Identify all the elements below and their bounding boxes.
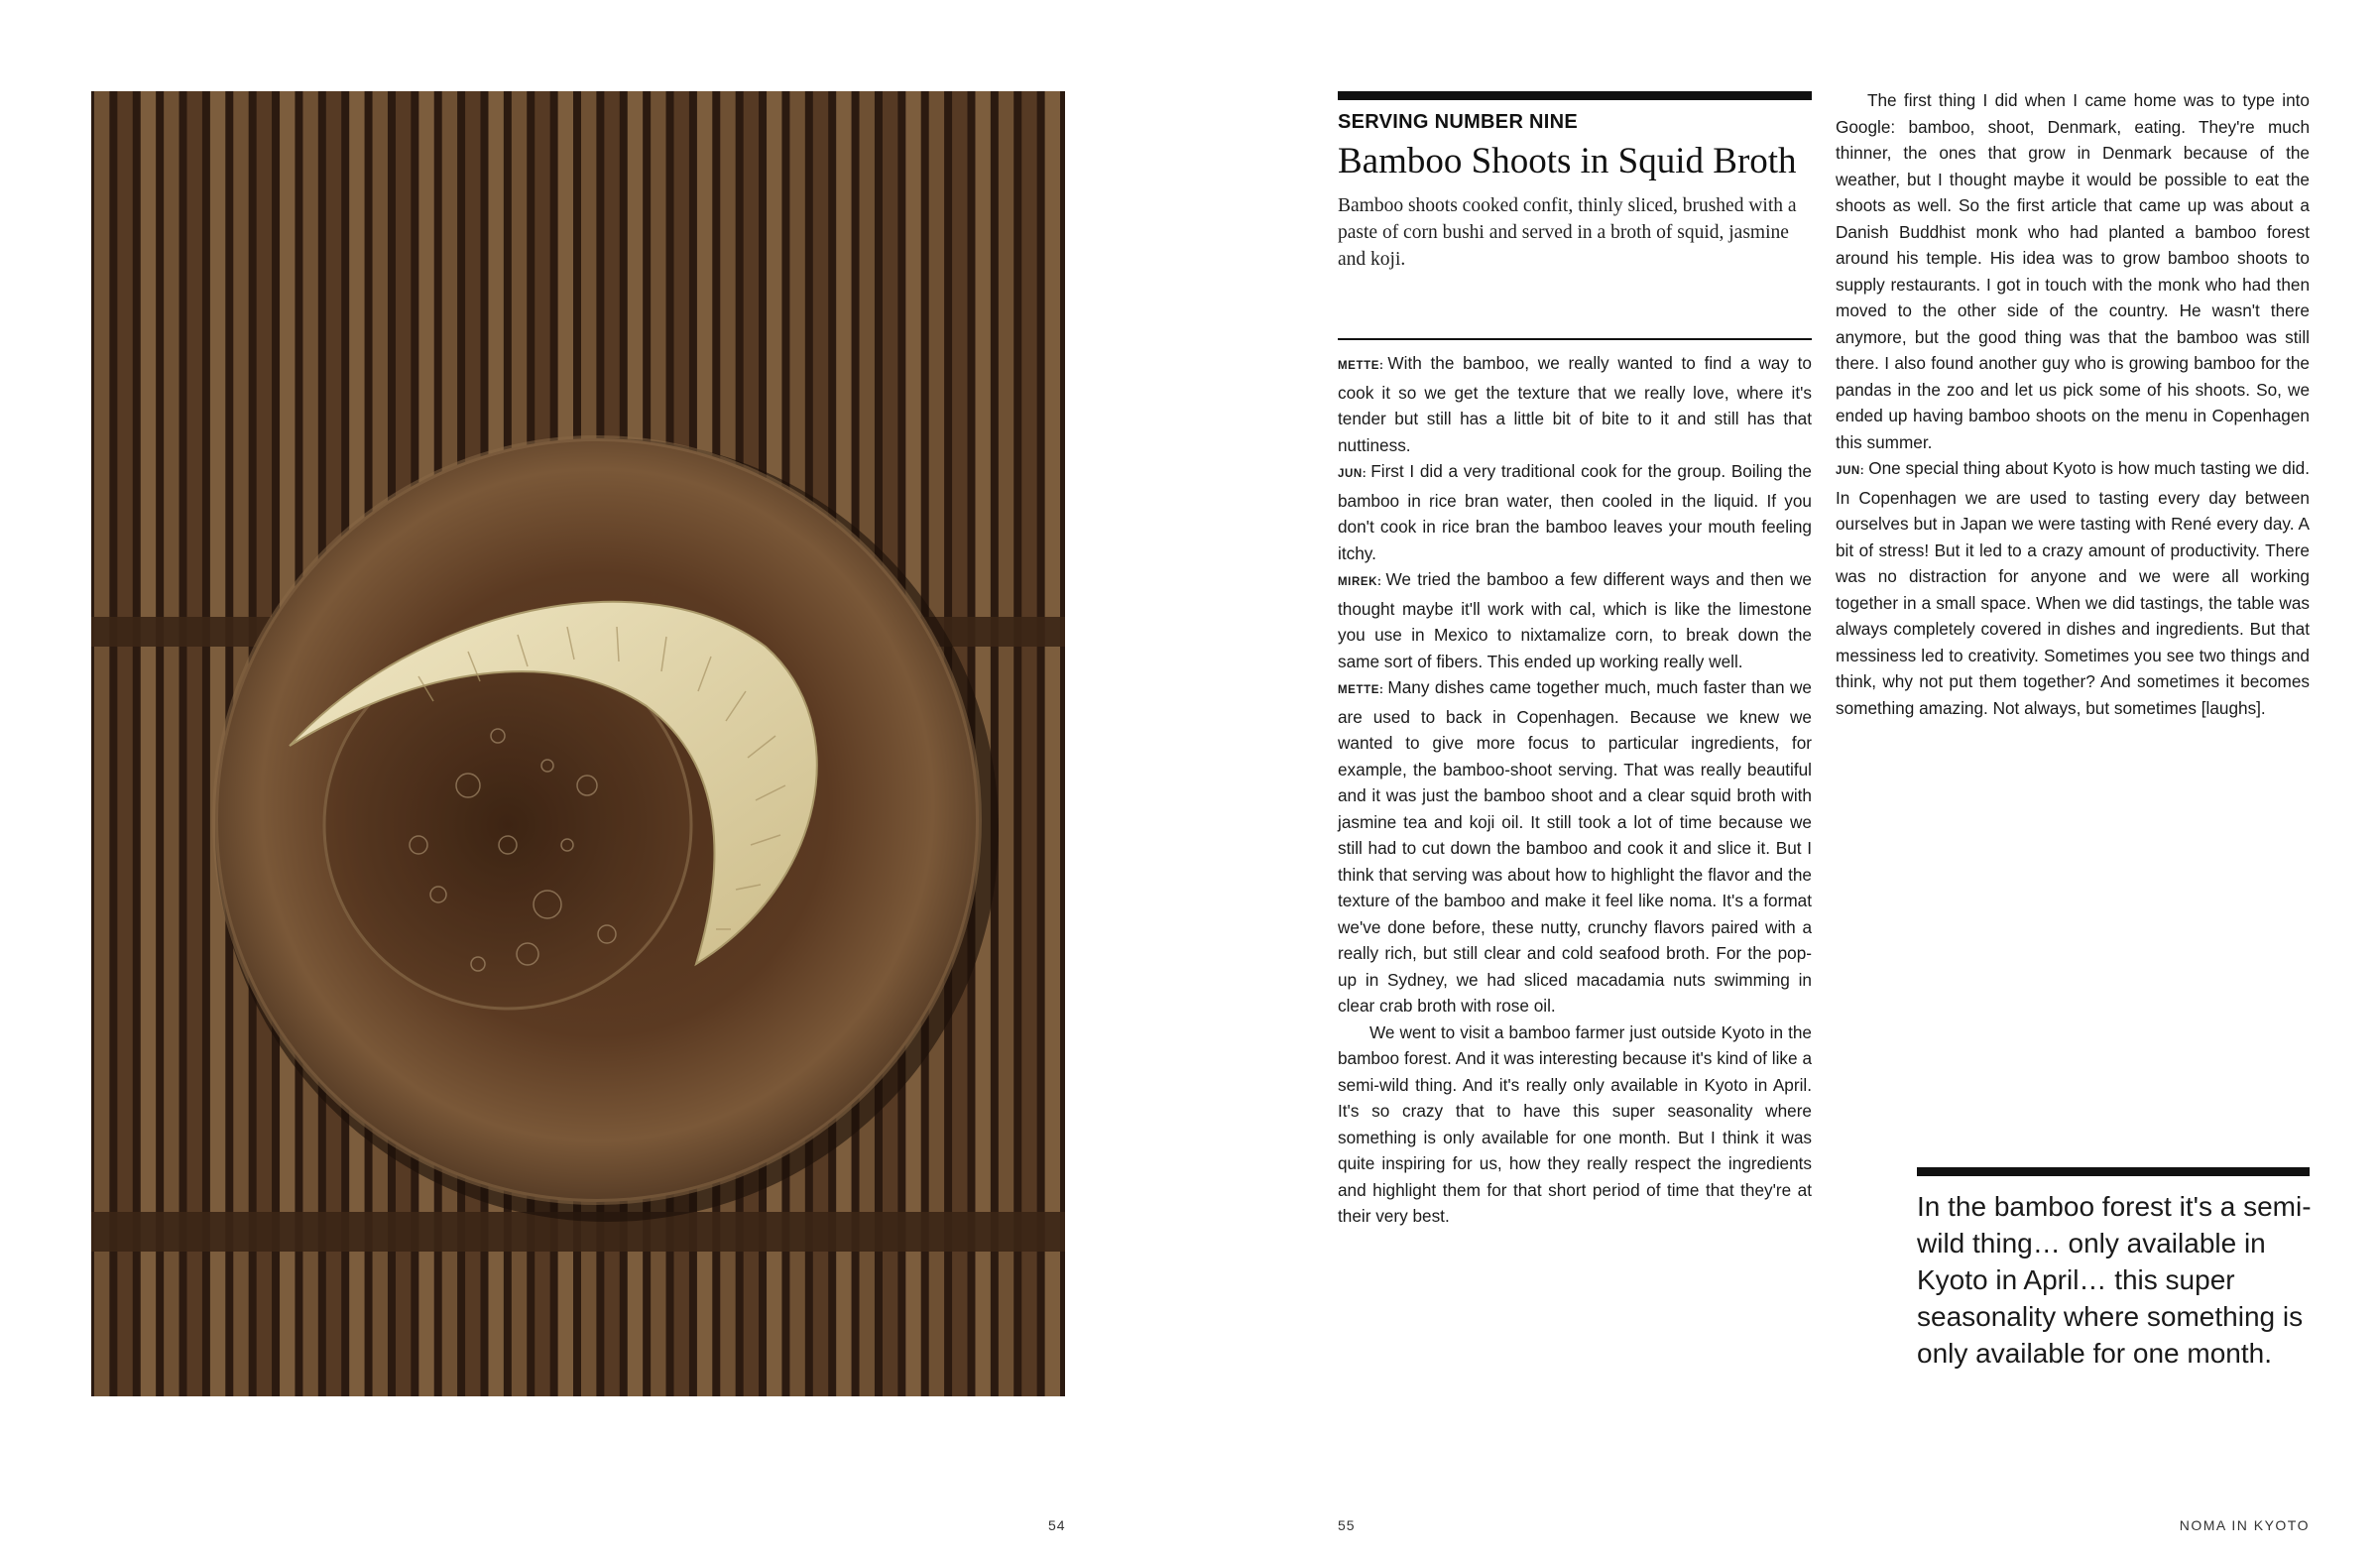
mat-slat [141, 91, 156, 1396]
mat-slat [1021, 91, 1036, 1396]
mat-slat [999, 91, 1013, 1396]
mat-slat [187, 91, 202, 1396]
paragraph-text: With the bamboo, we really wanted to find a way to cook it so we get the texture that we really love, where it's tender but still has a little bit of bite to it and still has that nuttiness. [1338, 353, 1812, 455]
photo-icon [91, 91, 1065, 1396]
paragraph-text: Many dishes came together much, much faster than we are used to back in Copenhagen. Because we knew we wanted to give more focus to particular ingredients, for example, the bamboo-shoot serving. That was really beautiful and it was just the bamboo shoot and a clear squid broth with jasmine tea and koji oil. It still took a lot of time because we still had to cut down the bamboo and cook it and slice it. But I think that serving was about how to highlight the flavor and the texture of the bamboo and make it feel like noma. It's a format we've done before, these nutty, crunchy flavors paired with a really rich, but still clear and cold seafood broth. For the pop-up in Sydney, we had sliced macadamia nuts swimming in clear crab broth with rose oil. [1338, 677, 1812, 1016]
body-paragraph [1836, 87, 2310, 455]
pullquote-rule [1917, 1167, 2310, 1176]
paragraph-text: We went to visit a bamboo farmer just outside Kyoto in the bamboo forest. And it was interesting because it's kind of like a semi-wild thing. And it's really only available in Kyoto in April. It's so crazy that to have this super seasonality where something is only available for one month. But I think it was quite inspiring for us, how they really respect the ingredients and highlight them for that short period of time that they're at their very best. [1338, 1021, 1812, 1226]
body-column-2 [1836, 87, 2310, 721]
body-paragraph [1338, 566, 1812, 674]
mat-slat [117, 91, 132, 1396]
paragraph-text: First I did a very traditional cook for the group. Boiling the bamboo in rice bran water, then cooled in the liquid. If you don't cook in rice bran the bamboo leaves your mouth feeling itchy. [1338, 461, 1812, 563]
running-head: NOMA IN KYOTO [2179, 1517, 2310, 1533]
body-paragraph [1338, 674, 1812, 1019]
body-paragraph [1338, 1019, 1812, 1230]
header-rule [1338, 91, 1812, 100]
speaker-label: JUN: [1338, 468, 1368, 480]
speaker-label: METTE: [1338, 360, 1384, 372]
body-paragraph [1338, 458, 1812, 566]
body-column-1 [1338, 350, 1812, 1230]
article-title: Bamboo Shoots in Squid Broth [1338, 141, 1797, 181]
speaker-label: JUN: [1836, 465, 1865, 477]
article-deck: Bamboo shoots cooked confit, thinly sliced, brushed with a paste of corn bushi and served in a broth of squid, jasmine and koji. [1338, 195, 1797, 270]
speaker-label: MIREK: [1338, 576, 1382, 588]
body-paragraph [1836, 455, 2310, 721]
deck-rule [1338, 338, 1812, 340]
dish-photo [91, 91, 1065, 1396]
mat-slat [164, 91, 178, 1396]
page-number-right: 55 [1338, 1517, 1356, 1533]
serving-kicker: SERVING NUMBER NINE [1338, 111, 1579, 133]
paragraph-text: We tried the bamboo a few different ways and then we thought maybe it'll work with cal, which is like the limestone you use in Mexico to nixtamalize corn, to break down the same sort of fibers. This ended up working really well. [1338, 569, 1812, 671]
paragraph-text: One special thing about Kyoto is how much tasting we did. In Copenhagen we are used to tasting every day between ourselves but in Japan we were tasting with René every day. A bit of stress! But it led to a crazy amount of productivity. There was no distraction for anyone and we were all working together in a small space. When we did tastings, the table was always completely covered in dishes and ingredients. But that messiness led to creativity. Sometimes you see two things and think, why not put them together? And sometimes it becomes something amazing. Not always, but sometimes [laughs]. [1836, 458, 2310, 718]
speaker-label: METTE: [1338, 684, 1384, 696]
page-number-left: 54 [1048, 1517, 1066, 1533]
paragraph-text: The first thing I did when I came home was to type into Google: bamboo, shoot, Denmark, eating. They're much thinner, the ones that grow in Denmark because of the weather, but I thought maybe it would be possible to eat the shoots as well. So the first article that came up was about a Danish Buddhist monk who had planted a bamboo forest around his temple. His idea was to grow bamboo shoots to supply restaurants. I got in touch with the monk who had then moved to the other side of the country. He wasn't there anymore, but the good thing was that the bamboo was still there. I also found another guy who is growing bamboo for the pandas in the zoo and let us pick some of his shoots. So, we ended up having bamboo shoots on the menu in Copenhagen this summer. [1836, 90, 2310, 452]
body-paragraph [1338, 350, 1812, 458]
mat-slat [1045, 91, 1060, 1396]
pull-quote: In the bamboo forest it's a semi-wild thing… only available in Kyoto in April… this super seasonality where something is only available for one month. [1917, 1191, 2312, 1369]
mat-slat [94, 91, 109, 1396]
